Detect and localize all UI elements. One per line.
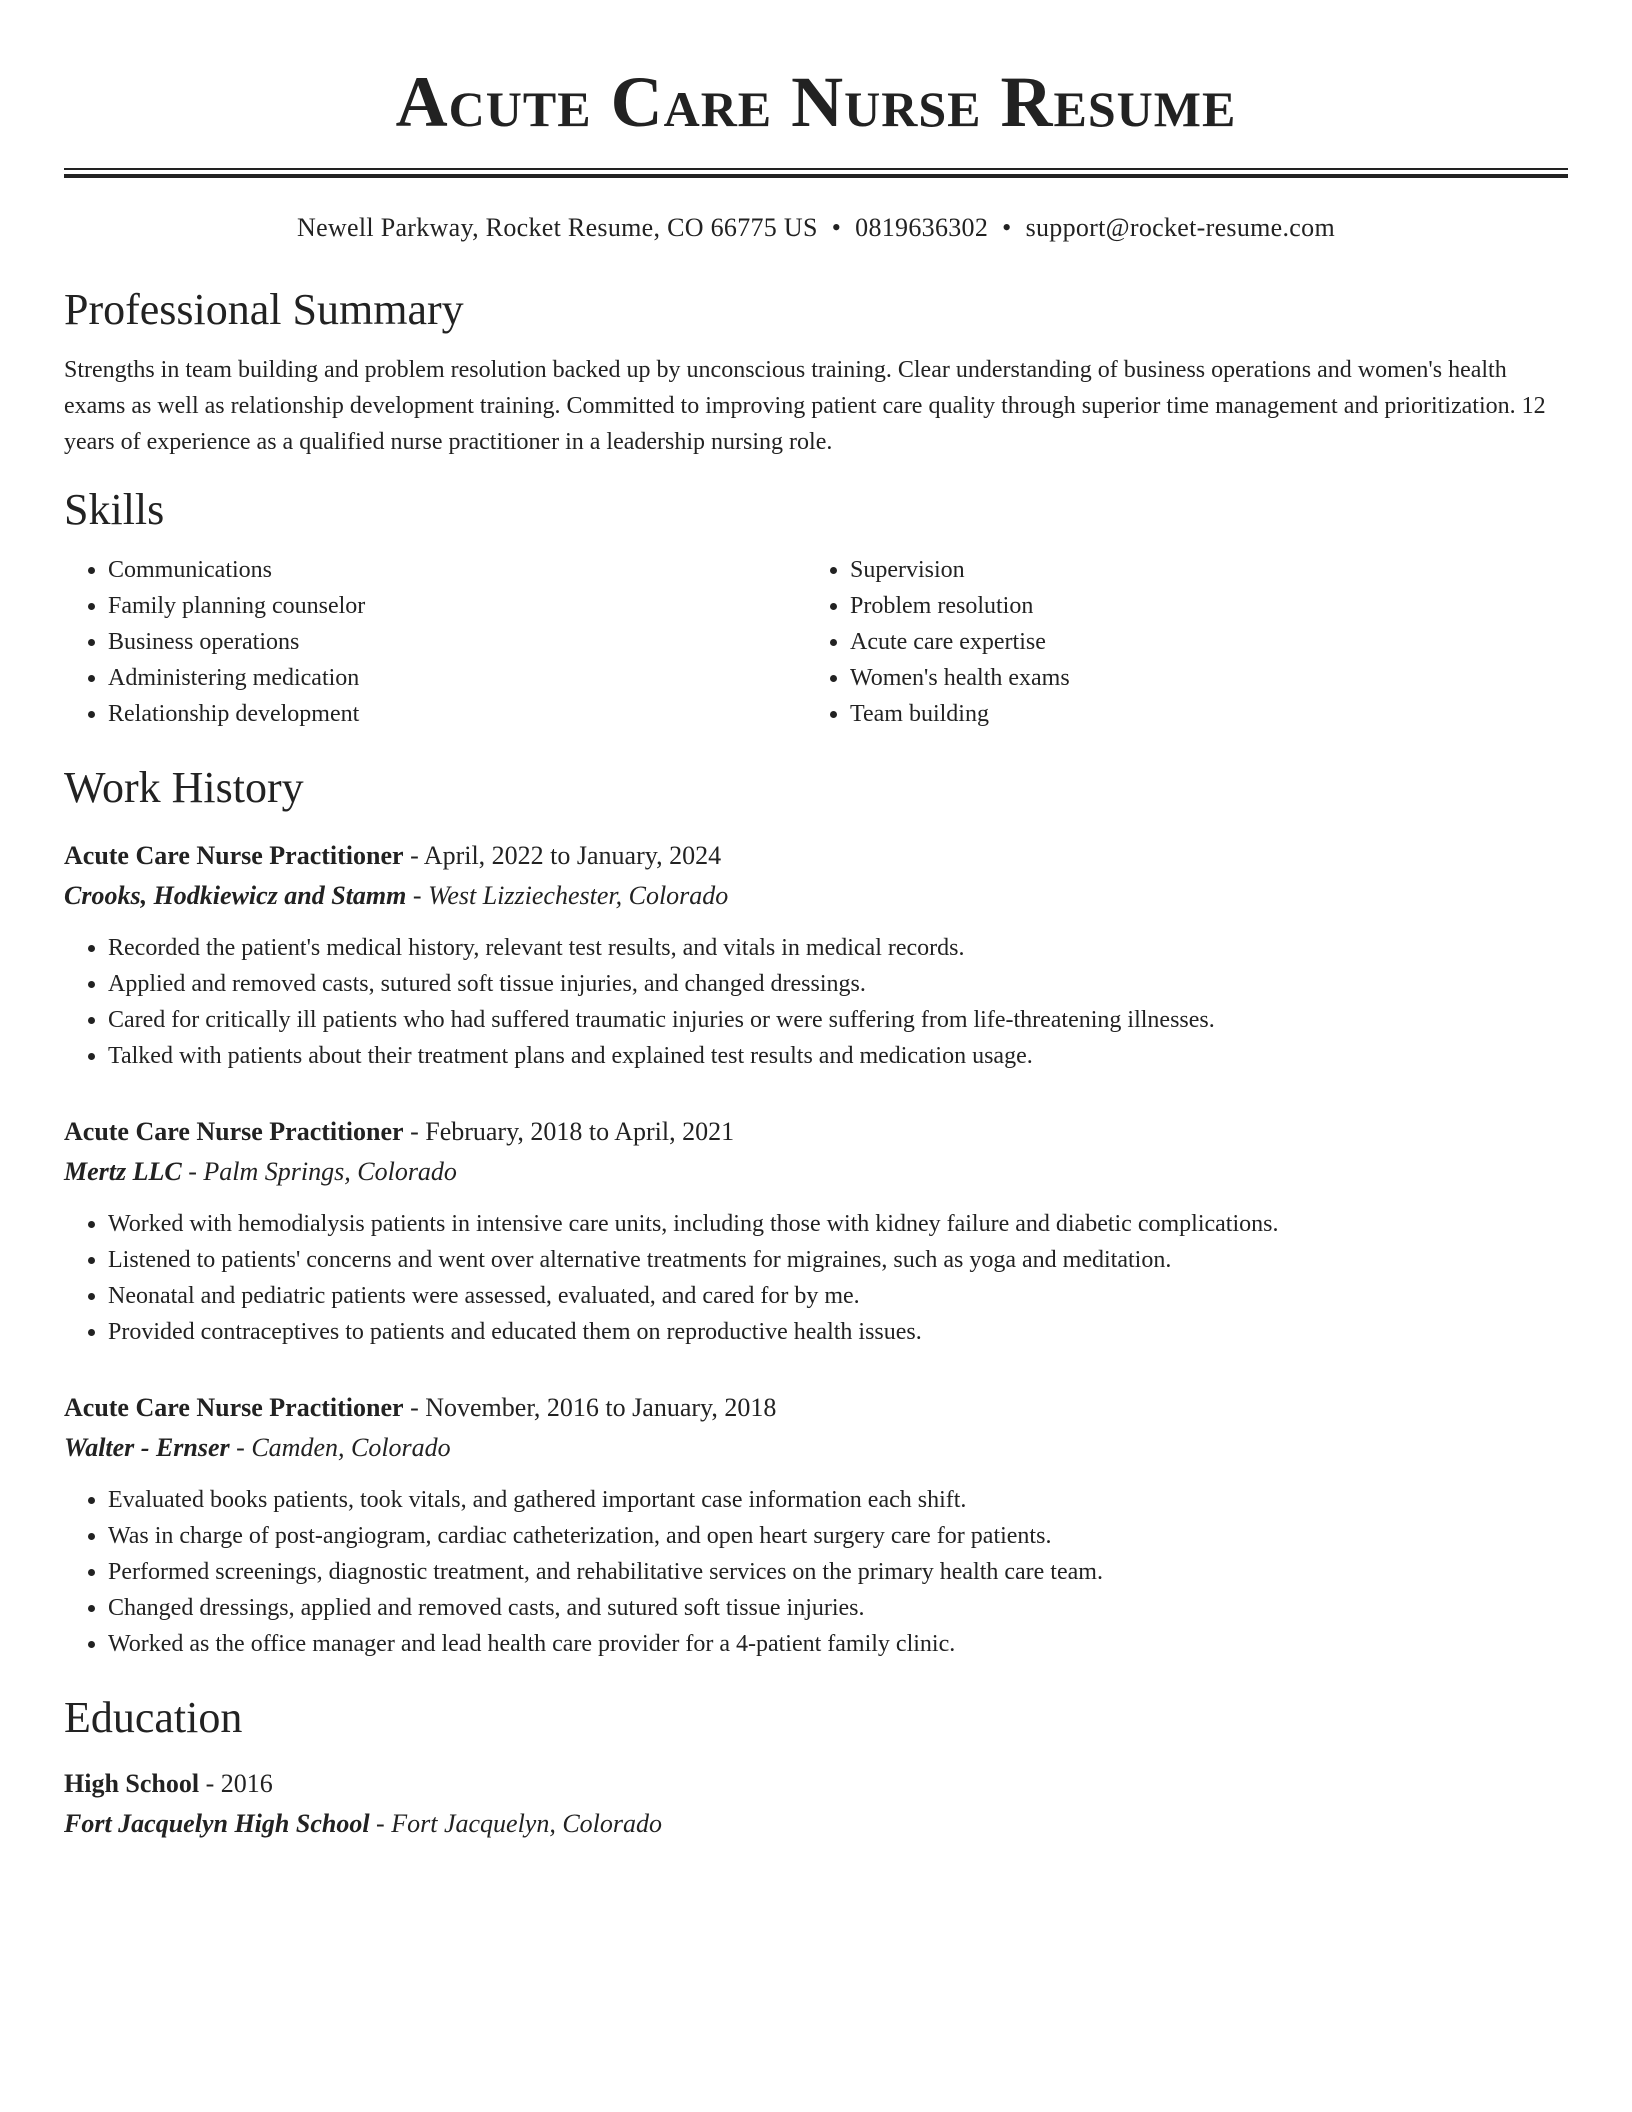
skills-heading: Skills [64,485,165,534]
job-dates: November, 2016 to January, 2018 [425,1393,777,1422]
education-year: 2016 [220,1769,273,1798]
job-location: Palm Springs, Colorado [203,1157,457,1186]
education-heading: Education [64,1693,243,1742]
job-entry [64,1388,1568,1662]
job-bullets [64,1206,1568,1350]
job-company-line: Mertz LLC - Palm Springs, Colorado [64,1157,457,1186]
skill-item: • Family planning counselor [108,588,806,624]
contact-phone: 0819636302 [855,213,989,242]
job-company-line: Crooks, Hodkiewicz and Stamm - West Lizziechester, Colorado [64,881,729,910]
job-bullet: • Applied and removed casts, sutured soft tissue injuries, and changed dressings. [108,966,1568,1002]
job-dates: February, 2018 to April, 2021 [425,1117,735,1146]
job-company: Walter - Ernser [64,1433,230,1462]
job-bullet: • Worked as the office manager and lead health care provider for a 4-patient family clinic. [108,1626,1568,1662]
skills-column-right [806,552,1548,732]
skill-item: • Team building [850,696,1548,732]
job-bullet: • Cared for critically ill patients who had suffered traumatic injuries or were suffering from life-threatening illnesses. [108,1002,1568,1038]
job-bullets [64,930,1568,1074]
skill-item: • Supervision [850,552,1548,588]
contact-line [64,212,1568,244]
skill-item: • Communications [108,552,806,588]
skill-item: • Business operations [108,624,806,660]
page-title: Acute Care Nurse Resume [395,62,1237,142]
job-company-line: Walter - Ernser - Camden, Colorado [64,1433,451,1462]
job-bullet: • Neonatal and pediatric patients were assessed, evaluated, and cared for by me. [108,1278,1568,1314]
education-location: Fort Jacquelyn, Colorado [391,1809,663,1838]
job-title-line: Acute Care Nurse Practitioner - April, 2022 to January, 2024 [64,841,722,870]
job-bullet: • Changed dressings, applied and removed casts, and sutured soft tissue injuries. [108,1590,1568,1626]
skill-item: • Women's health exams [850,660,1548,696]
education-school: Fort Jacquelyn High School [64,1809,370,1838]
summary-heading: Professional Summary [64,285,464,334]
job-bullet: • Was in charge of post-angiogram, cardiac catheterization, and open heart surgery care for patients. [108,1518,1568,1554]
job-dates: April, 2022 to January, 2024 [423,841,722,870]
education-degree: High School [64,1769,200,1798]
resume-page [64,0,1568,1844]
contact-separator: • [1002,213,1012,242]
skill-item: • Acute care expertise [850,624,1548,660]
job-bullet: • Recorded the patient's medical history, relevant test results, and vitals in medical records. [108,930,1568,966]
skill-item: • Administering medication [108,660,806,696]
job-title: Acute Care Nurse Practitioner [64,841,404,870]
job-bullet: • Provided contraceptives to patients and educated them on reproductive health issues. [108,1314,1568,1350]
summary-text: Strengths in team building and problem resolution backed up by unconscious training. Clear understanding of business operations and women's health exams as well as relationship development training. Committed to improving patient care quality through superior time management and prioritization. 12 years of experience as a qualified nurse practitioner in a leadership nursing role. [64,357,1546,455]
job-title-line: Acute Care Nurse Practitioner - November, 2016 to January, 2018 [64,1393,777,1422]
job-bullet: • Listened to patients' concerns and went over alternative treatments for migraines, such as yoga and meditation. [108,1242,1568,1278]
title-divider [64,168,1568,178]
work-history-heading: Work History [64,763,304,812]
job-title: Acute Care Nurse Practitioner [64,1117,404,1146]
job-location: West Lizziechester, Colorado [428,881,729,910]
education-entry [64,1764,1568,1844]
education-degree-line: High School - 2016 [64,1769,273,1798]
job-title-line: Acute Care Nurse Practitioner - February, 2018 to April, 2021 [64,1117,735,1146]
skill-item: • Relationship development [108,696,806,732]
education-school-line: Fort Jacquelyn High School - Fort Jacquelyn, Colorado [64,1809,663,1838]
job-bullet: • Performed screenings, diagnostic treatment, and rehabilitative services on the primary health care team. [108,1554,1568,1590]
job-entry [64,836,1568,1074]
contact-separator: • [831,213,842,242]
job-company: Mertz LLC [64,1157,182,1186]
job-bullet: • Evaluated books patients, took vitals, and gathered important case information each shift. [108,1482,1568,1518]
job-bullet: • Talked with patients about their treatment plans and explained test results and medication usage. [108,1038,1568,1074]
job-location: Camden, Colorado [251,1433,451,1462]
skills-list [64,552,1568,732]
job-title: Acute Care Nurse Practitioner [64,1393,404,1422]
job-bullets [64,1482,1568,1662]
job-bullet: • Worked with hemodialysis patients in intensive care units, including those with kidney failure and diabetic complications. [108,1206,1568,1242]
skills-column-left [64,552,806,732]
contact-email: support@rocket-resume.com [1025,213,1335,242]
job-entry [64,1112,1568,1350]
job-company: Crooks, Hodkiewicz and Stamm [64,881,407,910]
skill-item: • Problem resolution [850,588,1548,624]
contact-address: Newell Parkway, Rocket Resume, CO 66775 US [297,213,818,242]
